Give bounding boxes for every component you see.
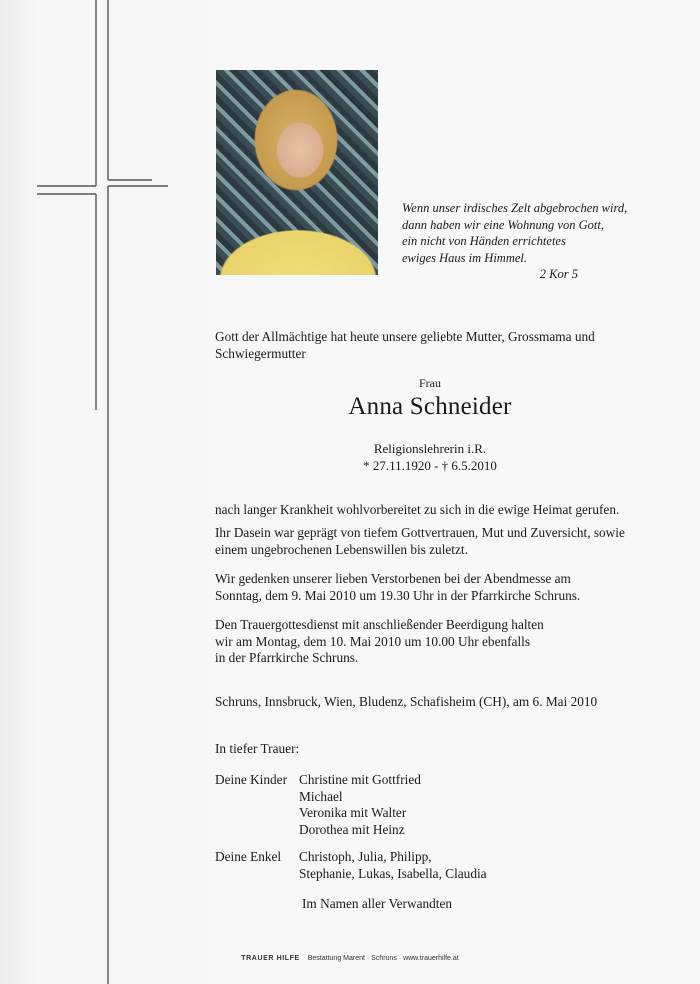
mass-line: Wir gedenken unserer lieben Verstorbenen bei der Abendmesse am xyxy=(215,571,571,586)
funeral-line: wir am Montag, dem 10. Mai 2010 um 10.00 Uhr ebenfalls xyxy=(215,633,531,649)
mass-line: Sonntag, dem 9. Mai 2010 um 19.30 Uhr in der Pfarrkirche Schruns. xyxy=(215,587,581,603)
grandchild-names: Stephanie, Lukas, Isabella, Claudia xyxy=(299,865,487,881)
grandchild-names: Christoph, Julia, Philipp, xyxy=(299,849,432,864)
deceased-name: Anna Schneider xyxy=(348,393,512,420)
grandchildren-label: Deine Enkel xyxy=(215,849,282,864)
intro-text xyxy=(215,329,595,362)
funeral-text xyxy=(215,617,544,667)
relatives-text: Im Namen aller Verwandten xyxy=(302,896,453,911)
intro-line: Schwiegermutter xyxy=(215,345,306,361)
cross-icon xyxy=(0,0,180,984)
portrait-photo xyxy=(216,70,378,275)
child-name: Veronika mit Walter xyxy=(299,805,407,820)
funeral-line: in der Pfarrkirche Schruns. xyxy=(215,650,359,665)
children-list xyxy=(215,772,421,838)
quote-line: ewiges Haus im Himmel. xyxy=(402,250,527,265)
children-label: Deine Kinder xyxy=(215,772,287,787)
quote-line: Wenn unser irdisches Zelt abgebrochen wird, xyxy=(402,201,628,215)
life-line: einem ungebrochenen Lebenswillen bis zuletzt. xyxy=(215,541,468,557)
salutation: Frau xyxy=(419,376,441,390)
child-name: Michael xyxy=(299,788,343,804)
quote-line: dann haben wir eine Wohnung von Gott, xyxy=(402,217,604,232)
bible-quote xyxy=(402,200,672,283)
life-text xyxy=(215,525,625,558)
footer-details: Bestattung Marent · Schruns · www.trauerhilfe.at xyxy=(307,955,459,962)
called-home-text: nach langer Krankheit wohlvorbereitet zu sich in die ewige Heimat gerufen. xyxy=(215,502,620,517)
life-line: Ihr Dasein war geprägt von tiefem Gottvertrauen, Mut und Zuversicht, sowie xyxy=(215,525,625,540)
funeral-line: Den Trauergottesdienst mit anschließender Beerdigung halten xyxy=(215,617,544,632)
places-date: Schruns, Innsbruck, Wien, Bludenz, Schafisheim (CH), am 6. Mai 2010 xyxy=(215,694,598,709)
child-name: Dorothea mit Heinz xyxy=(299,821,405,837)
footer xyxy=(0,955,700,962)
intro-line: Gott der Allmächtige hat heute unsere geliebte Mutter, Grossmama und xyxy=(215,329,595,344)
mourning-heading: In tiefer Trauer: xyxy=(215,741,300,756)
mass-text xyxy=(215,571,580,604)
deceased-details xyxy=(215,441,645,474)
quote-line: ein nicht von Händen errichtetes xyxy=(402,234,566,248)
grandchildren-list xyxy=(215,849,487,882)
deceased-dates: * 27.11.1920 - † 6.5.2010 xyxy=(363,457,497,473)
footer-brand: TRAUER HILFE xyxy=(241,955,300,962)
child-name: Christine mit Gottfried xyxy=(299,772,421,787)
deceased-title: Religionslehrerin i.R. xyxy=(373,441,487,456)
quote-reference: 2 Kor 5 xyxy=(539,267,578,281)
